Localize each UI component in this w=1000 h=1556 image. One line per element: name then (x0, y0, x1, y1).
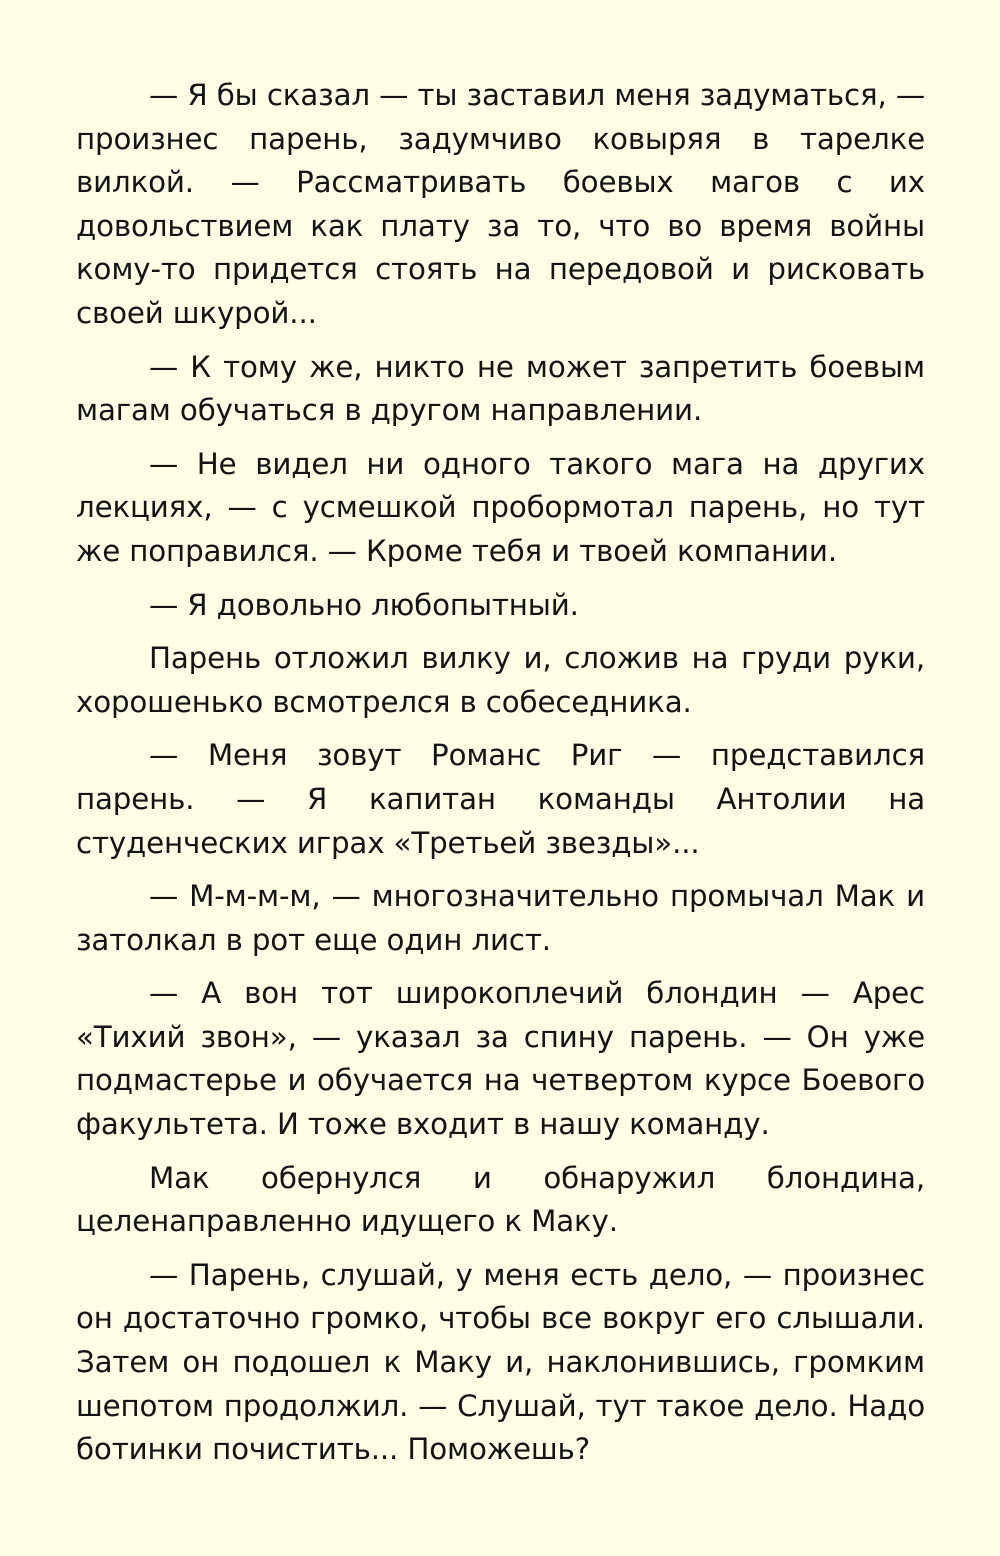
paragraph-3: — Не видел ни одного такого мага на других лекциях, — с усмешкой пробормотал парень, но тут же поправился. — Кроме тебя и твоей компании. (76, 446, 925, 568)
paragraph-6: — Меня зовут Романс Риг — представился парень. — Я капитан команды Антолии на студенческих играх «Третьей звезды»... (76, 738, 925, 860)
paragraph-7: — М-м-м-м, — многозначительно промычал Мак и затолкал в рот еще один лист. (76, 879, 925, 957)
book-page (76, 74, 925, 1482)
paragraph-10: — Парень, слушай, у меня есть дело, — произнес он достаточно громко, чтобы все вокруг его слышали. Затем он подошел к Маку и, наклонившись, громким шепотом продолжил. — Слушай, тут такое дело. Надо ботинки почистить... Поможешь? (76, 1257, 925, 1467)
paragraph-4: — Я довольно любопытный. (149, 587, 579, 622)
paragraph-1: — Я бы сказал — ты заставил меня задуматься, — произнес парень, задумчиво ковыряя в тарелке вилкой. — Рассматривать боевых магов с их довольствием как плату за то, что во время войны кому-то придется стоять на передовой и рисковать своей шкурой... (76, 78, 925, 330)
paragraph-9: Мак обернулся и обнаружил блондина, целенаправленно идущего к Маку. (76, 1160, 925, 1239)
paragraph-2: — К тому же, никто не может запретить боевым магам обучаться в другом направлении. (76, 349, 925, 428)
paragraph-5: Парень отложил вилку и, сложив на груди руки, хорошенько всмотрелся в собеседника. (76, 641, 925, 719)
paragraph-8: — А вон тот широкоплечий блондин — Арес «Тихий звон», — указал за спину парень. — Он уже подмастерье и обучается на четвертом курсе Боевого факультета. И тоже входит в нашу команду. (76, 976, 925, 1142)
